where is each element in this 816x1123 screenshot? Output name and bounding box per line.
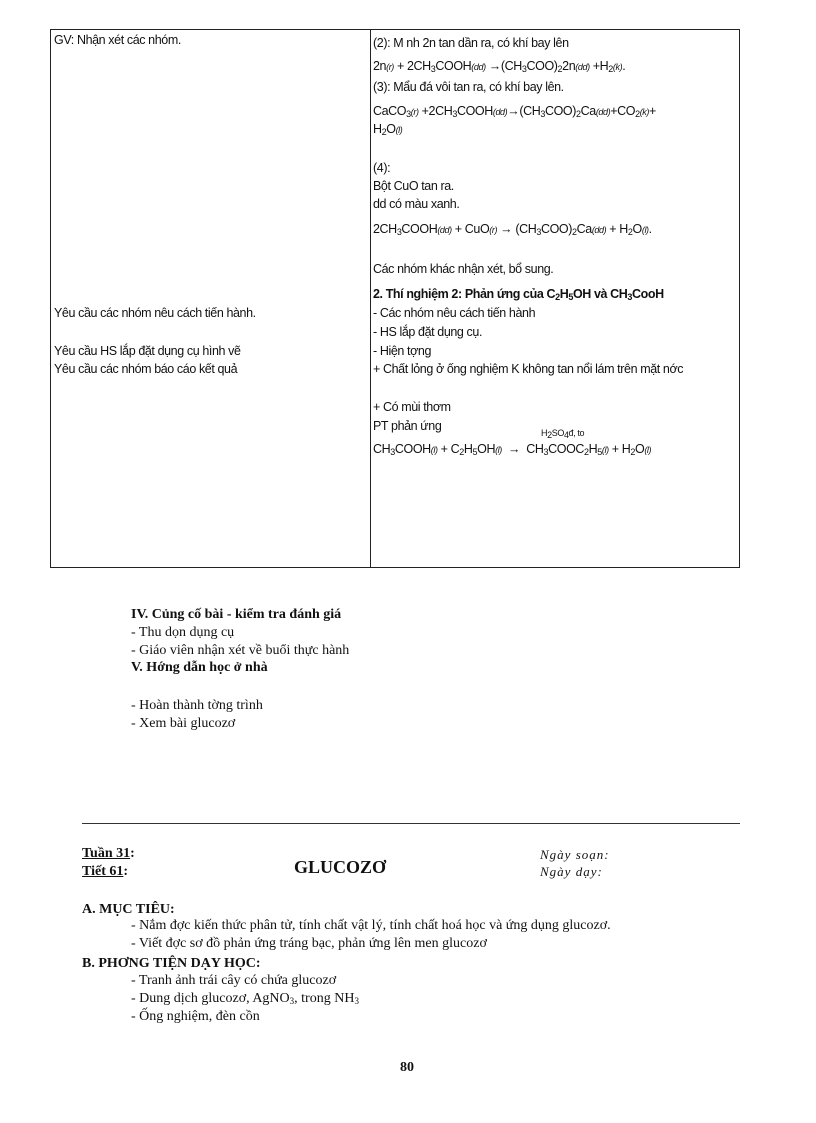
step-phenomenon: - Hiện tợng xyxy=(373,344,431,358)
teach-date: Ngày dạy: xyxy=(540,864,603,879)
section-v-item-2: - Xem bài glucozơ xyxy=(131,716,236,731)
smell-observation: + Có mùi thơm xyxy=(373,400,451,414)
teacher-comment: GV: Nhận xét các nhóm. xyxy=(54,33,181,47)
section-a-item-2: - Viết đợc sơ đồ phản ứng tráng bạc, phản ứng lên men glucozơ xyxy=(131,936,487,951)
lesson-title: GLUCOZƠ xyxy=(294,857,387,877)
section-b-item-1: - Tranh ảnh trái cây có chứa glucozơ xyxy=(131,973,337,988)
section-a-item-1: - Nắm đợc kiến thức phân tử, tính chất vật lý, tính chất hoá học và ứng dụng glucozơ. xyxy=(131,918,611,933)
reaction-condition: $H_2SO_4đ$, to xyxy=(541,428,585,440)
section-iv-title: IV. Củng cố bài - kiểm tra đánh giá xyxy=(131,607,342,622)
reaction-equation-label: PT phản ứng xyxy=(373,419,442,433)
week-label: Tuần 31: xyxy=(82,846,135,861)
step-procedure: - Các nhóm nêu cách tiến hành xyxy=(373,306,536,320)
step-setup: - HS lắp đặt dụng cụ. xyxy=(373,325,483,339)
equation-2-cont: $H_2O(l)$ xyxy=(373,122,403,137)
section-iv-item-2: - Giáo viên nhận xét về buổi thực hành xyxy=(131,643,350,658)
prep-date: Ngày soạn: xyxy=(540,847,610,862)
solution-blue: dd có màu xanh. xyxy=(373,197,460,211)
section-v-item-1: - Hoàn thành tờng trình xyxy=(131,698,263,713)
page-number: 80 xyxy=(400,1060,414,1075)
section-divider xyxy=(82,823,740,824)
observation-2: (2): M nh 2n tan dần ra, có khí bay lên xyxy=(373,36,569,50)
equation-2: CaCO$_3$(r) $+2CH_3COOH(dd)\to(CH_3COO)_2Ca(dd)+CO_2(k)+$ xyxy=(373,104,656,119)
cuo-dissolves: Bột CuO tan ra. xyxy=(373,179,454,193)
section-v-title: V. Hớng dẫn học ở nhà xyxy=(131,660,268,675)
section-a-title: A. MỤC TIÊU: xyxy=(82,902,175,917)
period-label: Tiết 61: xyxy=(82,864,129,879)
other-groups-comment: Các nhóm khác nhận xét, bổ sung. xyxy=(373,262,554,276)
teacher-request-report: Yêu cầu các nhóm báo cáo kết quả xyxy=(54,362,238,376)
observation-4: (4): xyxy=(373,161,391,175)
observation-3: (3): Mẩu đá vôi tan ra, có khí bay lên. xyxy=(373,80,564,94)
liquid-observation: + Chất lỏng ở ống nghiệm K không tan nổi lám trên mặt nớc xyxy=(373,362,684,376)
experiment-2-title: 2. Thí nghiệm 2: Phản ứng của $C_2H_5OH$ và $CH_3CooH$ xyxy=(373,287,664,302)
teacher-request-setup: Yêu cầu HS lắp đặt dụng cụ hình vẽ xyxy=(54,344,241,358)
section-b-title: B. PHƠNG TIỆN DẠY HỌC: xyxy=(82,956,261,971)
activity-table xyxy=(50,29,740,568)
section-iv-item-1: - Thu dọn dụng cụ xyxy=(131,625,235,640)
table-column-divider xyxy=(370,30,371,567)
section-b-item-2: - Dung dịch glucozơ, AgNO$_3$, trong $NH_3$ xyxy=(131,991,359,1006)
equation-4: $CH_3COOH(l) + C_2H_5OH(l)$ → $CH_3COOC_2H_5(l) + H_2O(l)$ xyxy=(373,442,652,457)
equation-3: $2CH_3COOH(dd) + CuO(r) \to (CH_3COO)_2Ca(dd) + H_2O(l)$. xyxy=(373,222,652,237)
section-b-item-3: - Ống nghiệm, đèn cồn xyxy=(131,1009,260,1024)
teacher-request-procedure: Yêu cầu các nhóm nêu cách tiến hành. xyxy=(54,306,256,320)
equation-1: $2n(r) + 2CH_3COOH(dd) \to(CH_3COO)_22n(dd) +H_2(k)$. xyxy=(373,59,626,74)
